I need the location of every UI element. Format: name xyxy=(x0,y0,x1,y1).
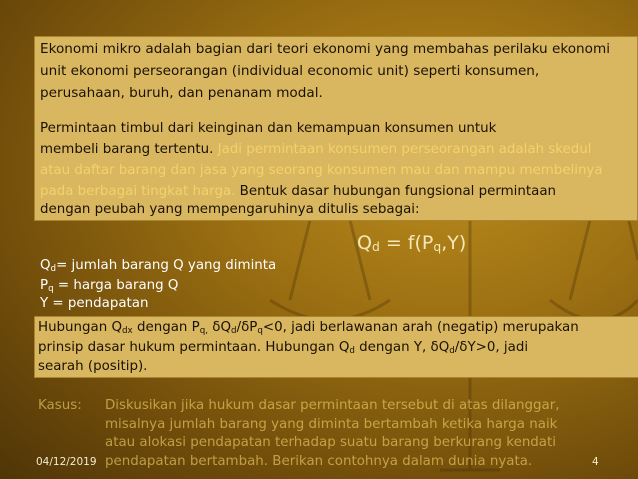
rel1-b: dengan P xyxy=(132,320,200,335)
demand-line-3: atau daftar barang dan jasa yang seorang konsumen mau dan mampu membelinya xyxy=(40,163,603,178)
formula-p-sub: q xyxy=(433,240,442,254)
case-line-4: pendapatan bertambah. Berikan contohnya dalam dunia nyata. xyxy=(105,454,533,469)
demand-line-5: dengan peubah yang mempengaruhinya ditulis sebagai: xyxy=(40,202,420,217)
definition-qd xyxy=(40,257,276,279)
demand-line-4-highlight: pada berbagai tingkat harga. xyxy=(40,184,236,199)
formula-q-sub: d xyxy=(371,240,380,254)
rel1-sub-dx: dx xyxy=(122,326,133,336)
rel2-sub-d: d xyxy=(349,346,355,356)
rel1-a: Hubungan Q xyxy=(38,320,123,335)
relation-line-3: searah (positip). xyxy=(38,359,148,374)
demand-line-4-dark: Bentuk dasar hubungan fungsional permintaan xyxy=(235,184,557,199)
pq-symbol: P xyxy=(40,278,49,293)
demand-line-2-highlight: Jadi permintaan konsumen perseorangan adalah skedul xyxy=(217,142,592,157)
case-line-2: misalnya jumlah barang yang diminta bertambah ketika harga naik xyxy=(105,417,558,432)
rel2-sub-d2: d xyxy=(449,346,455,356)
rel2-b: dengan Y, δQ xyxy=(354,340,450,355)
qd-subscript: d xyxy=(50,264,57,274)
rel1-sub-d: d xyxy=(231,326,237,336)
rel1-d: /δP xyxy=(236,320,258,335)
pq-subscript: q xyxy=(48,284,54,294)
formula-eq: = f(P xyxy=(379,232,434,254)
rel1-sub-q: q, xyxy=(199,326,209,336)
qd-symbol: Q xyxy=(40,258,51,273)
rel2-a: prinsip dasar hukum permintaan. Hubungan Q xyxy=(38,340,350,355)
intro-line-3: perusahaan, buruh, dan penanam modal. xyxy=(40,85,323,101)
case-line-3: atau alokasi pendapatan terhadap suatu barang berkurang kendati xyxy=(105,435,556,450)
intro-line-1: Ekonomi mikro adalah bagian dari teori ekonomi yang membahas perilaku ekonomi xyxy=(40,41,611,57)
case-label: Kasus: xyxy=(38,398,82,413)
demand-line-2 xyxy=(40,139,591,160)
formula-tail: ,Y) xyxy=(441,232,467,254)
intro-line-2: unit ekonomi perseorangan (individual economic unit) seperti konsumen, xyxy=(40,63,540,79)
demand-line-1: Permintaan timbul dari keinginan dan kemampuan konsumen untuk xyxy=(40,121,497,136)
demand-line-2-dark: membeli barang tertentu. xyxy=(40,142,218,157)
formula-q: Q xyxy=(357,232,372,254)
case-line-1: Diskusikan jika hukum dasar permintaan tersebut di atas dilanggar, xyxy=(105,398,560,413)
definition-y: Y = pendapatan xyxy=(40,296,149,311)
demand-function-formula xyxy=(357,232,466,254)
slide-number: 4 xyxy=(592,456,599,468)
rel1-e: <0, jadi berlawanan arah (negatip) merupakan xyxy=(262,320,579,335)
rel2-c: /δY>0, jadi xyxy=(454,340,529,355)
qd-text: = jumlah barang Q yang diminta xyxy=(56,258,277,273)
pq-text: = harga barang Q xyxy=(53,278,179,293)
slide-date: 04/12/2019 xyxy=(36,456,97,468)
rel1-c: δQ xyxy=(208,320,232,335)
rel1-sub-q2: q xyxy=(257,326,263,336)
